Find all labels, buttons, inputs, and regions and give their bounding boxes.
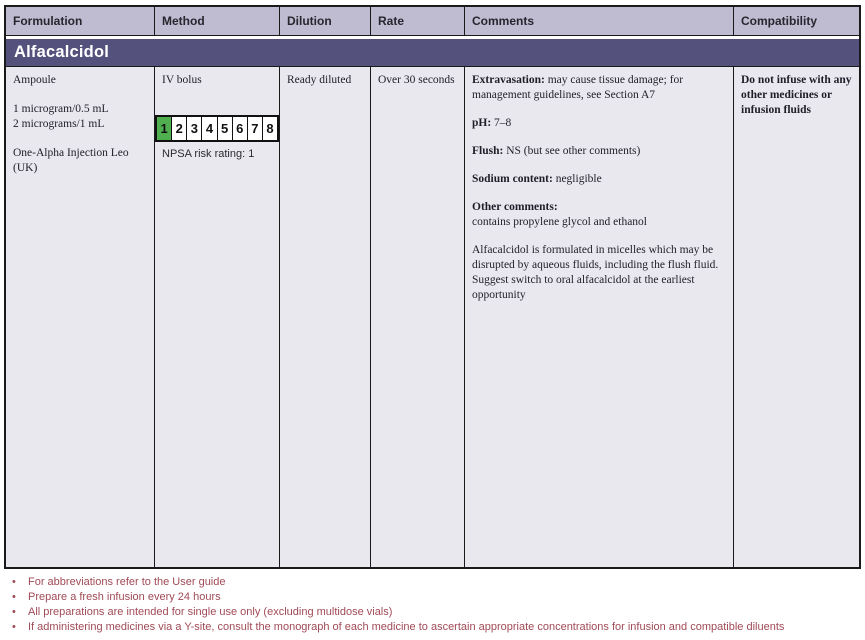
drug-title-bar [6,39,859,67]
comment-text: NS (but see other comments) [503,145,641,157]
comment-extravasation [472,73,726,103]
comment-other-label [472,200,726,215]
column-header-compatibility: Compatibility [741,14,818,28]
monograph-table [4,5,861,569]
method-cell [155,67,280,567]
formulation-brand: One-Alpha Injection Leo (UK) [13,147,129,174]
comments-cell [465,67,734,567]
column-header-rate: Rate [371,7,465,35]
bullet-icon: • [12,591,16,603]
footnote-text: Prepare a fresh infusion every 24 hours [28,591,221,603]
footnote-item [10,591,860,603]
comment-text: negligible [552,173,602,185]
formulation-strength: 1 microgram/0.5 mL [13,103,109,115]
comment-other-text: contains propylene glycol and ethanol [472,216,648,228]
comment-flush [472,144,726,159]
npsa-risk-strip [155,115,279,142]
footnotes [10,576,860,636]
footnote-item [10,606,860,618]
rate-cell: Over 30 seconds [371,67,465,567]
formulation-strength: 2 micrograms/1 mL [13,118,105,130]
method-name: IV bolus [162,74,202,86]
comment-text: 7–8 [491,117,512,129]
column-header-formulation: Formulation [6,7,155,35]
comment-label: pH: [472,117,492,129]
footnote-item [10,621,860,633]
comment-label: Flush: [472,145,504,157]
npsa-risk-box: 3 [186,117,201,140]
column-header-row [6,7,859,36]
bullet-icon: • [12,606,16,618]
footnote-text: If administering medicines via a Y-site, consult the monograph of each medicine to ascertain appropriate concentrations for infusion and compatible diluents [28,621,785,633]
npsa-risk-label: NPSA risk rating: 1 [162,148,255,160]
drug-title: Alfacalcidol [14,43,110,61]
npsa-risk-box: 1 [155,117,171,140]
npsa-risk-box: 4 [201,117,216,140]
compatibility-cell: Do not infuse with any other medicines or infusion fluids [741,74,852,116]
column-header-comments: Comments [465,7,734,35]
comment-note: Alfacalcidol is formulated in micelles which may be disrupted by aqueous fluids, including the flush fluid. Suggest switch to oral alfacalcidol at the earliest opportunity [472,244,719,301]
comment-ph [472,116,726,131]
npsa-risk-box: 7 [247,117,262,140]
bullet-icon: • [12,576,16,588]
comment-label: Extravasation: [472,74,545,86]
monograph-row [6,67,859,567]
bullet-icon: • [12,621,16,633]
column-header-method: Method [155,7,280,35]
comment-label: Sodium content: [472,173,553,185]
footnote-text: For abbreviations refer to the User guide [28,576,226,588]
npsa-risk-box: 8 [262,117,277,140]
npsa-risk-box: 6 [232,117,247,140]
dilution-cell: Ready diluted [280,67,371,567]
formulation-cell [6,67,155,567]
footnote-item [10,576,860,588]
npsa-risk-box: 2 [171,117,186,140]
comment-text: may cause tissue damage; for management guidelines, see Section A7 [472,74,684,101]
comment-sodium [472,172,726,187]
footnote-text: All preparations are intended for single use only (excluding multidose vials) [28,606,393,618]
npsa-risk-box: 5 [217,117,232,140]
comment-label: Other comments: [472,201,558,213]
column-header-dilution: Dilution [280,7,371,35]
formulation-form: Ampoule [13,74,56,86]
